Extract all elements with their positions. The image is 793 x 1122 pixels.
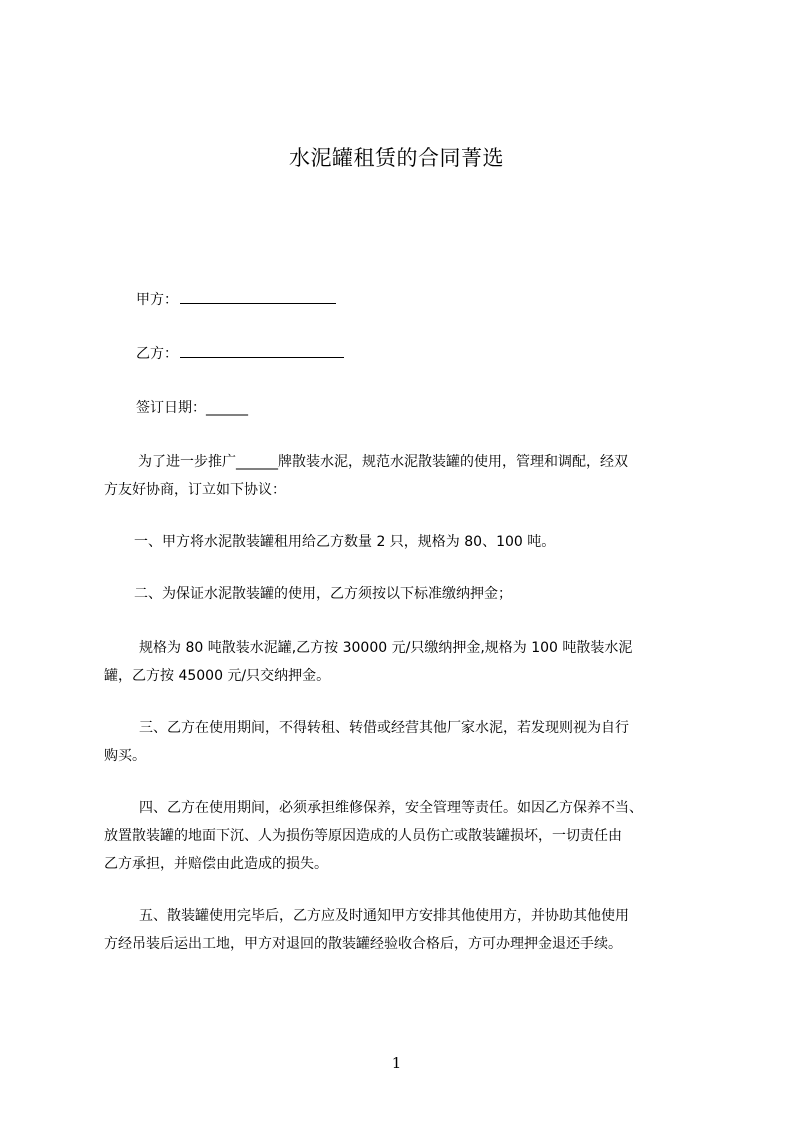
clause-4-line-3: 乙方承担，并赔偿由此造成的损失。 xyxy=(104,856,328,872)
party-b-label: 乙方： xyxy=(136,346,178,362)
clause-2-detail-line-1: 规格为 80 吨散装水泥罐,乙方按 30000 元/只缴纳押金,规格为 100 吨散装水泥 xyxy=(139,640,633,656)
party-b-blank-line xyxy=(180,342,344,358)
clause-4-line-1: 四、乙方在使用期间，必须承担维修保养，安全管理等责任。如因乙方保养不当、 xyxy=(139,800,643,816)
clause-4-line-2: 放置散装罐的地面下沉、人为损伤等原因造成的人员伤亡或散装罐损坏，一切责任由 xyxy=(104,828,622,844)
clause-2: 二、为保证水泥散装罐的使用，乙方须按以下标准缴纳押金； xyxy=(134,586,512,602)
page-number: 1 xyxy=(391,1054,402,1072)
document-title: 水泥罐租赁的合同菁选 xyxy=(289,146,504,170)
sign-date-blank: ______ xyxy=(206,400,248,416)
intro-line-2: 方友好协商，订立如下协议： xyxy=(104,482,286,498)
party-b-field xyxy=(136,340,344,368)
clause-5-line-2: 方经吊装后运出工地，甲方对退回的散装罐经验收合格后，方可办理押金退还手续。 xyxy=(104,936,622,952)
sign-date-label: 签订日期： xyxy=(136,400,206,416)
clause-2-detail-line-2: 罐，乙方按 45000 元/只交纳押金。 xyxy=(104,668,331,684)
intro-line-1: 为了进一步推广______牌散装水泥，规范水泥散装罐的使用，管理和调配，经双 xyxy=(138,454,628,470)
clause-3-line-1: 三、乙方在使用期间，不得转租、转借或经营其他厂家水泥，若发现则视为自行 xyxy=(139,720,629,736)
party-a-field xyxy=(136,286,336,314)
sign-date-field xyxy=(136,394,248,422)
clause-3-line-2: 购买。 xyxy=(104,748,146,764)
clause-1: 一、甲方将水泥散装罐租用给乙方数量 2 只，规格为 80、100 吨。 xyxy=(134,534,556,550)
clause-5-line-1: 五、散装罐使用完毕后，乙方应及时通知甲方安排其他使用方，并协助其他使用 xyxy=(139,908,629,924)
party-a-label: 甲方： xyxy=(136,292,178,308)
party-a-blank-line xyxy=(180,288,336,304)
